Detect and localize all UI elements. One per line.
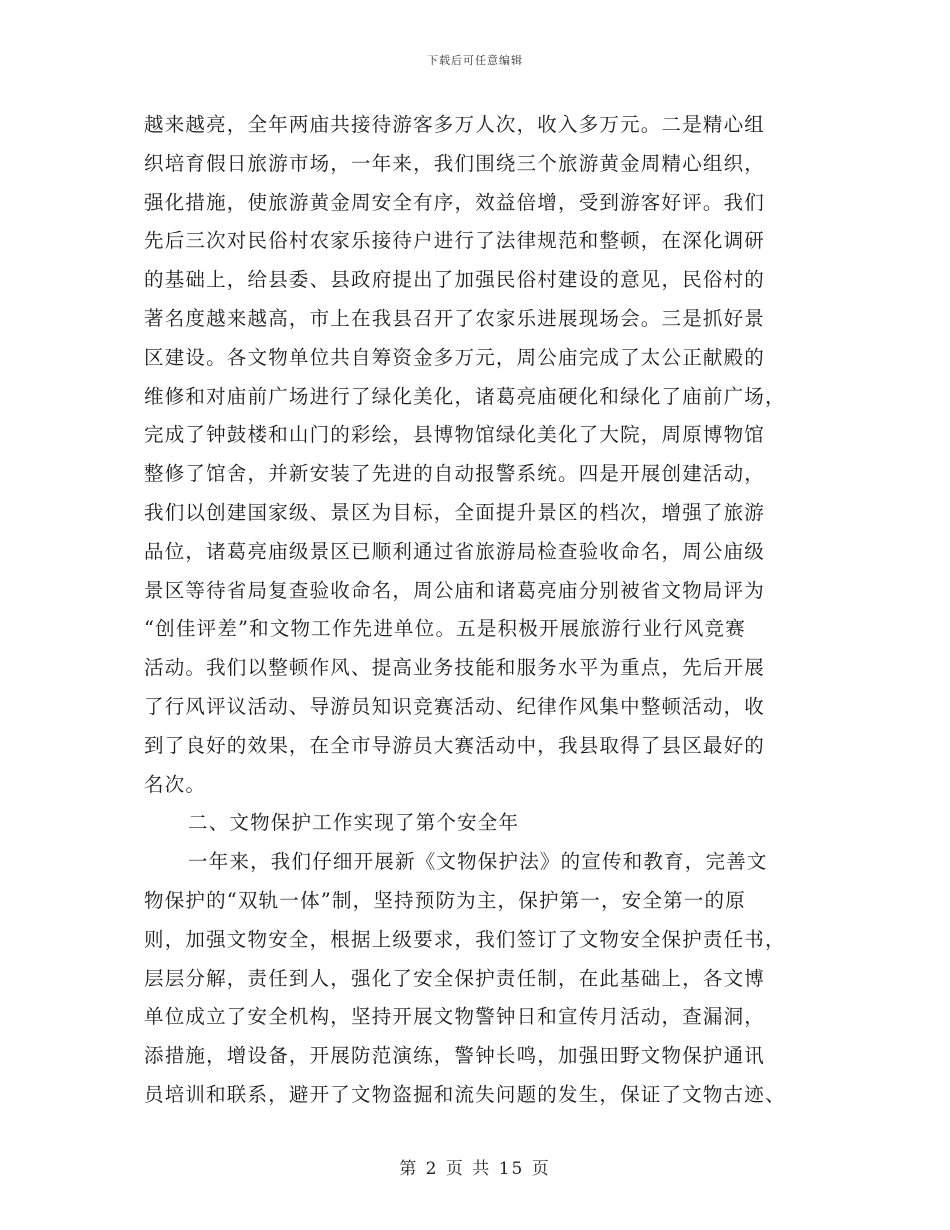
text-line: 的基础上，给县委、县政府提出了加强民俗村建设的意见，民俗村的 — [144, 268, 766, 292]
text-line: 完成了钟鼓楼和山门的彩绘，县博物馆绿化美化了大院，周原博物馆 — [144, 423, 766, 447]
text-line: 品位，诸葛亮庙级景区已顺利通过省旅游局检查验收命名，周公庙级 — [144, 539, 766, 563]
section-heading: 二、文物保护工作实现了第个安全年 — [188, 811, 520, 835]
text-line: 则，加强文物安全，根据上级要求，我们签订了文物安全保护责任书， — [144, 927, 786, 951]
text-line: 越来越亮，全年两庙共接待游客多万人次，收入多万元。二是精心组 — [144, 113, 766, 136]
text-line: 添措施，增设备，开展防范演练，警钟长鸣，加强田野文物保护通讯 — [144, 1044, 766, 1068]
text-line: 活动。我们以整顿作风、提高业务技能和服务水平为重点，先后开展 — [144, 656, 766, 680]
text-line: 整修了馆舍，并新安装了先进的自动报警系统。四是开展创建活动， — [144, 462, 766, 486]
text-line: 景区等待省局复查验收命名，周公庙和诸葛亮庙分别被省文物局评为 — [144, 578, 766, 602]
text-line: 单位成立了安全机构，坚持开展文物警钟日和宣传月活动，查漏洞， — [144, 1005, 766, 1029]
text-line: 层层分解，责任到人，强化了安全保护责任制，在此基础上，各文博 — [144, 966, 766, 990]
paragraph-first-line: 一年来，我们仔细开展新《文物保护法》的宣传和教育，完善文 — [188, 850, 768, 874]
text-line: 名次。 — [144, 772, 207, 796]
text-line: 了行风评议活动、导游员知识竞赛活动、纪律作风集中整顿活动，收 — [144, 694, 766, 718]
text-line: 员培训和联系，避开了文物盗掘和流失问题的发生，保证了文物古迹、 — [144, 1082, 786, 1106]
text-line: 维修和对庙前广场进行了绿化美化，诸葛亮庙硬化和绿化了庙前广场， — [144, 384, 786, 408]
text-line: 到了良好的效果，在全市导游员大赛活动中，我县取得了县区最好的 — [144, 733, 766, 757]
text-line: 物保护的“双轨一体”制，坚持预防为主，保护第一，安全第一的原 — [144, 888, 746, 912]
text-line: 织培育假日旅游市场，一年来，我们围绕三个旅游黄金周精心组织， — [144, 151, 766, 175]
text-line: 我们以创建国家级、景区为目标，全面提升景区的档次，增强了旅游 — [144, 500, 766, 524]
page-number: 第 2 页 共 15 页 — [399, 1159, 551, 1179]
text-line: 先后三次对民俗村农家乐接待户进行了法律规范和整顿，在深化调研 — [144, 229, 766, 253]
text-line: 强化措施，使旅游黄金周安全有序，效益倍增，受到游客好评。我们 — [144, 190, 766, 214]
text-line: 著名度越来越高，市上在我县召开了农家乐进展现场会。三是抓好景 — [144, 306, 766, 330]
text-line: 区建设。各文物单位共自筹资金多万元，周公庙完成了太公正献殿的 — [144, 345, 766, 369]
body-text — [144, 106, 824, 1115]
text-line: “创佳评差”和文物工作先进单位。五是积极开展旅游行业行风竞赛 — [144, 617, 746, 641]
header-note: 下载后可任意编辑 — [427, 54, 523, 67]
